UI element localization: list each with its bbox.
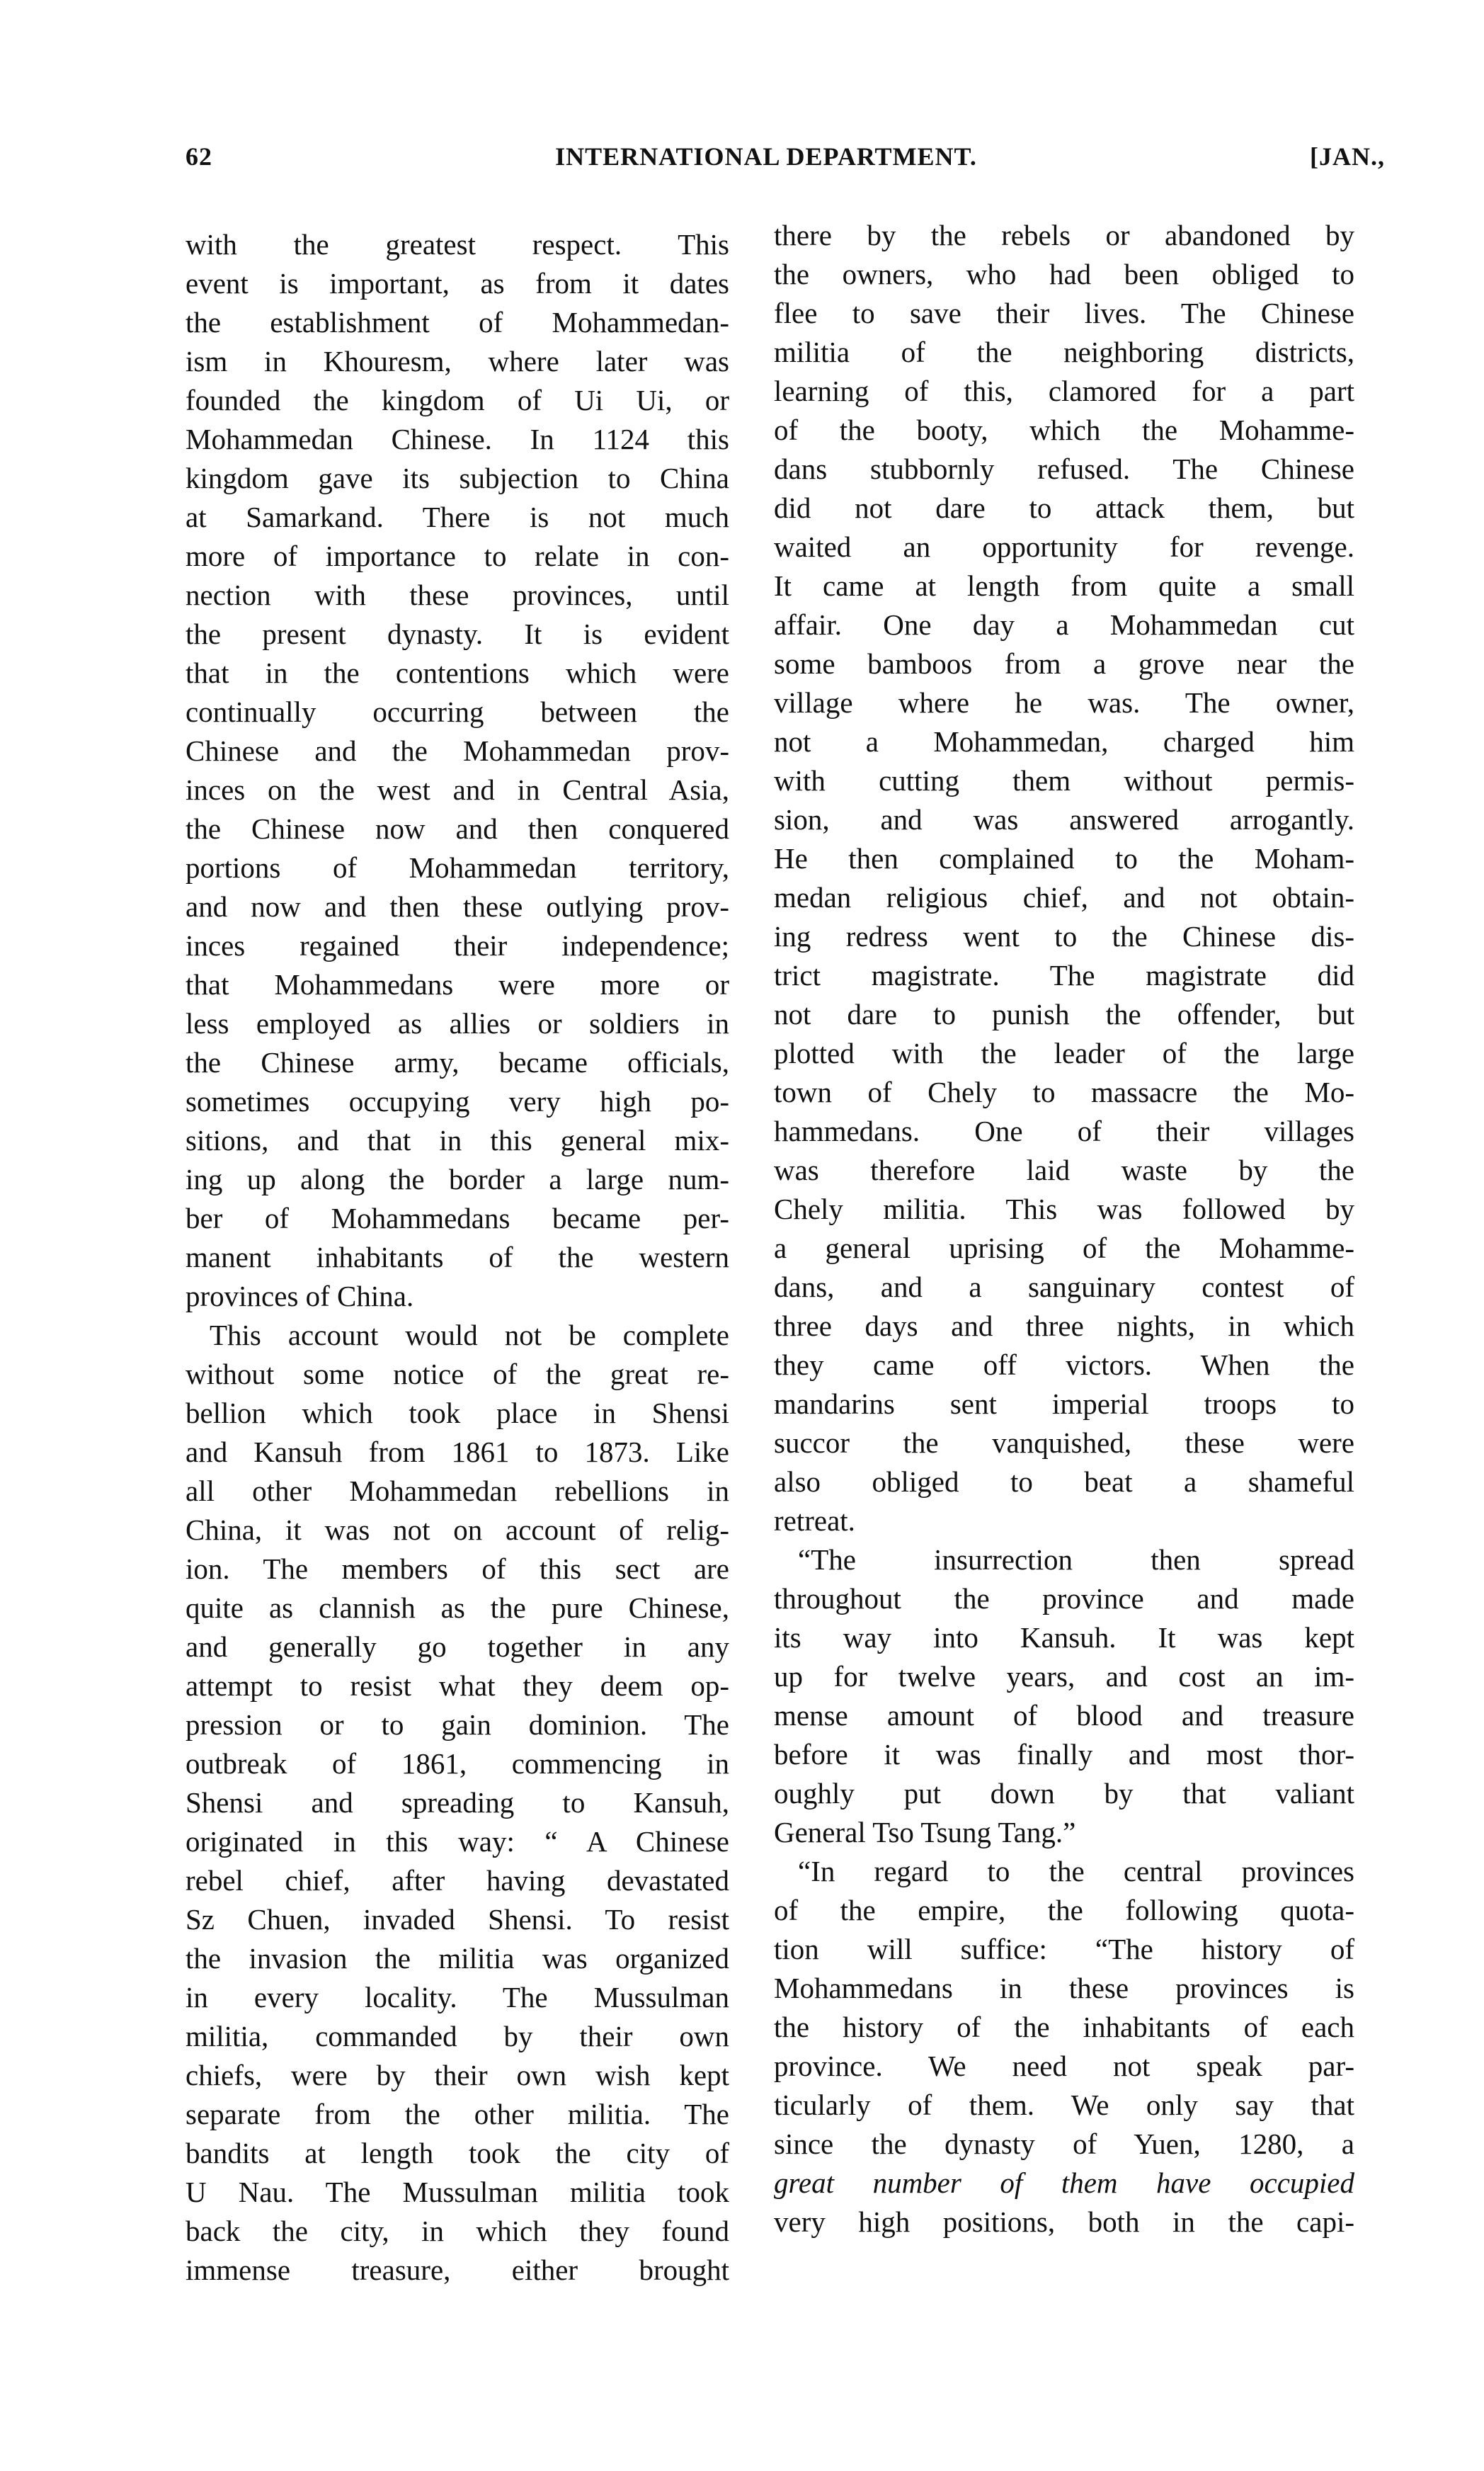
text-line: mense amount of blood and treasure xyxy=(774,1699,1354,1732)
text-line: more of importance to relate in con- xyxy=(186,540,729,572)
text-line: province. We need not speak par- xyxy=(774,2050,1354,2082)
issue-month: [JAN., xyxy=(1310,142,1385,171)
text-line: medan religious chief, and not obtain- xyxy=(774,881,1354,914)
text-line: Chinese and the Mohammedan prov- xyxy=(186,734,729,767)
text-line: plotted with the leader of the large xyxy=(774,1037,1354,1069)
text-line: less employed as allies or soldiers in xyxy=(186,1007,729,1040)
text-line: succor the vanquished, these were xyxy=(774,1426,1354,1459)
text-line: affair. One day a Mohammedan cut xyxy=(774,608,1354,641)
text-line: originated in this way: “ A Chinese xyxy=(186,1825,729,1858)
text-line: not dare to punish the offender, but xyxy=(774,998,1354,1030)
text-line: attempt to resist what they deem op- xyxy=(186,1669,729,1702)
text-line: the Chinese army, became officials, xyxy=(186,1046,729,1079)
text-line: in every locality. The Mussulman xyxy=(186,1981,729,2013)
page-number: 62 xyxy=(186,142,212,171)
text-line: pression or to gain dominion. The xyxy=(186,1708,729,1741)
text-line: the present dynasty. It is evident xyxy=(186,618,729,650)
text-line: ing redress went to the Chinese dis- xyxy=(774,920,1354,953)
text-line: that in the contentions which were xyxy=(186,657,729,689)
text-line: quite as clannish as the pure Chinese, xyxy=(186,1591,729,1624)
text-line: and Kansuh from 1861 to 1873. Like xyxy=(186,1436,729,1468)
text-line: with the greatest respect. This xyxy=(186,228,729,261)
text-line: also obliged to beat a shameful xyxy=(774,1465,1354,1498)
text-line: did not dare to attack them, but xyxy=(774,492,1354,524)
text-line: learning of this, clamored for a part xyxy=(774,375,1354,407)
text-line: some bamboos from a grove near the xyxy=(774,647,1354,680)
text-line: back the city, in which they found xyxy=(186,2215,729,2247)
text-line: great number of them have occupied xyxy=(774,2166,1354,2199)
text-line: hammedans. One of their villages xyxy=(774,1115,1354,1147)
text-line: event is important, as from it dates xyxy=(186,267,729,300)
text-line: of the empire, the following quota- xyxy=(774,1894,1354,1926)
text-line: This account would not be complete xyxy=(210,1319,729,1351)
text-line: the establishment of Mohammedan- xyxy=(186,306,729,339)
text-line: of the booty, which the Mohamme- xyxy=(774,414,1354,446)
text-line: manent inhabitants of the western xyxy=(186,1241,729,1273)
text-line: ing up along the border a large num- xyxy=(186,1163,729,1195)
text-line: throughout the province and made xyxy=(774,1582,1354,1615)
text-line: retreat. xyxy=(774,1504,855,1537)
text-line: its way into Kansuh. It was kept xyxy=(774,1621,1354,1654)
text-line: and generally go together in any xyxy=(186,1630,729,1663)
text-line: there by the rebels or abandoned by xyxy=(774,219,1354,251)
text-line: sometimes occupying very high po- xyxy=(186,1085,729,1118)
text-line: up for twelve years, and cost an im- xyxy=(774,1660,1354,1693)
text-line: not a Mohammedan, charged him xyxy=(774,725,1354,758)
text-line: chiefs, were by their own wish kept xyxy=(186,2059,729,2091)
text-line: outbreak of 1861, commencing in xyxy=(186,1747,729,1780)
text-line: It came at length from quite a small xyxy=(774,569,1354,602)
text-line: bandits at length took the city of xyxy=(186,2137,729,2169)
text-line: militia, commanded by their own xyxy=(186,2020,729,2052)
text-line: China, it was not on account of relig- xyxy=(186,1513,729,1546)
text-line: immense treasure, either brought xyxy=(186,2254,729,2286)
text-line: dans, and a sanguinary contest of xyxy=(774,1271,1354,1303)
text-line: ion. The members of this sect are xyxy=(186,1552,729,1585)
text-line: kingdom gave its subjection to China xyxy=(186,462,729,494)
text-line: Shensi and spreading to Kansuh, xyxy=(186,1786,729,1819)
text-line: was therefore laid waste by the xyxy=(774,1154,1354,1186)
text-line: Chely militia. This was followed by xyxy=(774,1193,1354,1225)
text-line: since the dynasty of Yuen, 1280, a xyxy=(774,2128,1354,2160)
text-line: dans stubbornly refused. The Chinese xyxy=(774,453,1354,485)
text-line: a general uprising of the Mohamme- xyxy=(774,1232,1354,1264)
text-line: without some notice of the great re- xyxy=(186,1358,729,1390)
text-line: with cutting them without permis- xyxy=(774,764,1354,797)
text-line: ber of Mohammedans became per- xyxy=(186,1202,729,1234)
text-line: the Chinese now and then conquered xyxy=(186,812,729,845)
text-line: at Samarkand. There is not much xyxy=(186,501,729,533)
text-line: sitions, and that in this general mix- xyxy=(186,1124,729,1157)
running-title: INTERNATIONAL DEPARTMENT. xyxy=(555,142,977,171)
text-line: “The insurrection then spread xyxy=(798,1543,1354,1576)
text-line: mandarins sent imperial troops to xyxy=(774,1387,1354,1420)
text-line: and now and then these outlying prov- xyxy=(186,890,729,923)
text-line: separate from the other militia. The xyxy=(186,2098,729,2130)
text-line: portions of Mohammedan territory, xyxy=(186,851,729,884)
text-line: General Tso Tsung Tang.” xyxy=(774,1816,1076,1848)
text-line: “In regard to the central provinces xyxy=(798,1855,1354,1887)
text-line: town of Chely to massacre the Mo- xyxy=(774,1076,1354,1108)
text-line: the owners, who had been obliged to xyxy=(774,258,1354,290)
text-line: they came off victors. When the xyxy=(774,1348,1354,1381)
text-line: founded the kingdom of Ui Ui, or xyxy=(186,384,729,416)
text-line: waited an opportunity for revenge. xyxy=(774,530,1354,563)
text-line: militia of the neighboring districts, xyxy=(774,336,1354,368)
text-line: the history of the inhabitants of each xyxy=(774,2011,1354,2043)
text-line: bellion which took place in Shensi xyxy=(186,1397,729,1429)
text-line: the invasion the militia was organized xyxy=(186,1942,729,1975)
text-line: trict magistrate. The magistrate did xyxy=(774,959,1354,992)
text-line: Sz Chuen, invaded Shensi. To resist xyxy=(186,1903,729,1936)
text-line: village where he was. The owner, xyxy=(774,686,1354,719)
text-line: inces on the west and in Central Asia, xyxy=(186,773,729,806)
text-line: before it was finally and most thor- xyxy=(774,1738,1354,1771)
text-line: continually occurring between the xyxy=(186,695,729,728)
text-line: flee to save their lives. The Chinese xyxy=(774,297,1354,329)
text-line: very high positions, both in the capi- xyxy=(774,2205,1354,2238)
text-line: Mohammedans in these provinces is xyxy=(774,1972,1354,2004)
text-line: three days and three nights, in which xyxy=(774,1310,1354,1342)
text-line: U Nau. The Mussulman militia took xyxy=(186,2176,729,2208)
text-line: that Mohammedans were more or xyxy=(186,968,729,1001)
text-line: oughly put down by that valiant xyxy=(774,1777,1354,1810)
left-text-column xyxy=(186,225,729,2290)
text-line: ticularly of them. We only say that xyxy=(774,2089,1354,2121)
text-line: tion will suffice: “The history of xyxy=(774,1933,1354,1965)
right-text-column xyxy=(774,216,1354,2242)
text-line: sion, and was answered arrogantly. xyxy=(774,803,1354,836)
text-line: provinces of China. xyxy=(186,1280,414,1312)
text-line: Mohammedan Chinese. In 1124 this xyxy=(186,423,729,455)
text-line: He then complained to the Moham- xyxy=(774,842,1354,875)
text-line: ism in Khouresm, where later was xyxy=(186,345,729,377)
text-line: nection with these provinces, until xyxy=(186,579,729,611)
text-line: all other Mohammedan rebellions in xyxy=(186,1475,729,1507)
text-line: rebel chief, after having devastated xyxy=(186,1864,729,1897)
text-line: inces regained their independence; xyxy=(186,929,729,962)
